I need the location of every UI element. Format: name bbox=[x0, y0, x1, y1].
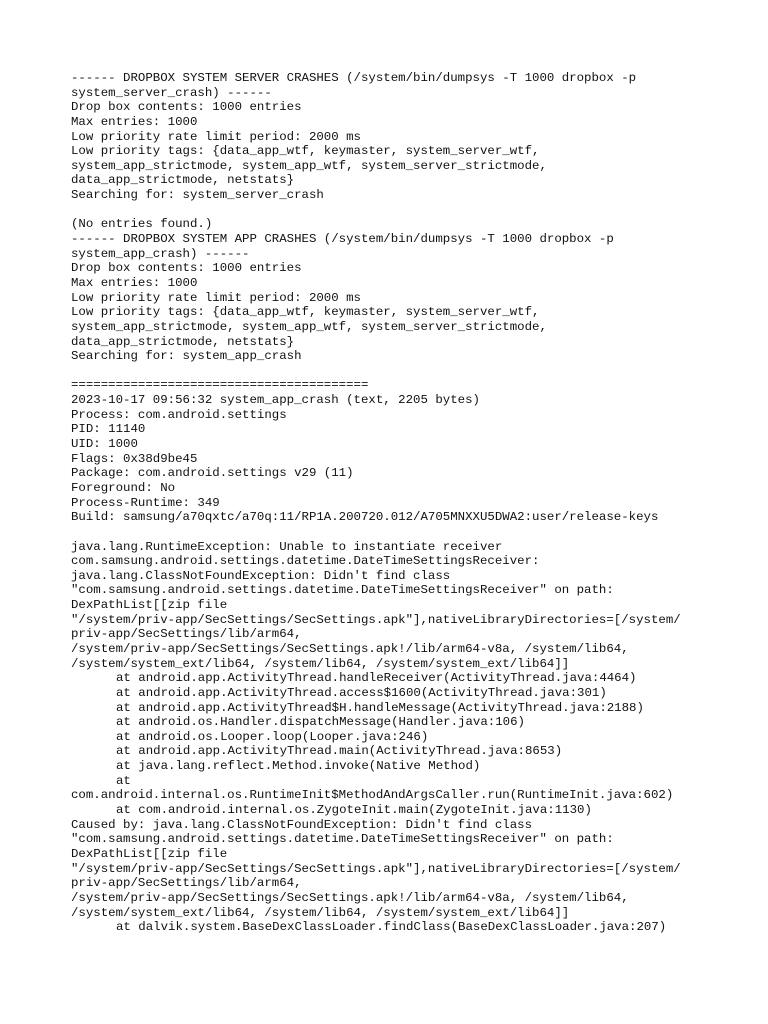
entry-process-runtime: Process-Runtime: 349 bbox=[71, 495, 220, 510]
exception-line: java.lang.ClassNotFoundException: Didn't find class bbox=[71, 568, 451, 583]
app-tags-line-1: Low priority tags: {data_app_wtf, keymaster, system_server_wtf, bbox=[71, 305, 540, 320]
caused-by-line: /system/system_ext/lib64, /system/lib64, /system/system_ext/lib64]] bbox=[71, 905, 570, 920]
server-searching: Searching for: system_server_crash bbox=[71, 188, 324, 203]
stack-frame: at android.os.Handler.dispatchMessage(Handler.java:106) bbox=[116, 715, 525, 730]
entry-package: Package: com.android.settings v29 (11) bbox=[71, 466, 354, 481]
entry-pid: PID: 11140 bbox=[71, 422, 146, 437]
exception-line: DexPathList[[zip file bbox=[71, 598, 228, 613]
entry-flags: Flags: 0x38d9be45 bbox=[71, 451, 198, 466]
server-crash-header-line-2: system_server_crash) ------ bbox=[71, 85, 272, 100]
server-dropbox-contents: Drop box contents: 1000 entries bbox=[71, 100, 302, 115]
app-max-entries: Max entries: 1000 bbox=[71, 275, 198, 290]
exception-line: /system/system_ext/lib64, /system/lib64, /system/system_ext/lib64]] bbox=[71, 656, 570, 671]
log-document bbox=[71, 71, 711, 935]
entry-process: Process: com.android.settings bbox=[71, 407, 287, 422]
stack-frame: at android.os.Looper.loop(Looper.java:246) bbox=[116, 729, 429, 744]
caused-by-line: Caused by: java.lang.ClassNotFoundException: Didn't find class bbox=[71, 817, 533, 832]
app-crash-header-line-2: system_app_crash) ------ bbox=[71, 246, 250, 261]
entry-uid: UID: 1000 bbox=[71, 437, 138, 452]
server-no-entries: (No entries found.) bbox=[71, 217, 213, 232]
caused-by-line: "com.samsung.android.settings.datetime.DateTimeSettingsReceiver" on path: bbox=[71, 832, 614, 847]
exception-line: com.samsung.android.settings.datetime.DateTimeSettingsReceiver: bbox=[71, 554, 540, 569]
stack-frame: at android.app.ActivityThread.access$1600(ActivityThread.java:301) bbox=[116, 685, 607, 700]
server-rate-limit: Low priority rate limit period: 2000 ms bbox=[71, 129, 361, 144]
entry-build: Build: samsung/a70qxtc/a70q:11/RP1A.200720.012/A705MNXXU5DWA2:user/release-keys bbox=[71, 510, 659, 525]
stack-frame: at com.android.internal.os.ZygoteInit.main(ZygoteInit.java:1130) bbox=[116, 803, 592, 818]
server-max-entries: Max entries: 1000 bbox=[71, 114, 198, 129]
exception-line: /system/priv-app/SecSettings/SecSettings.apk!/lib/arm64-v8a, /system/lib64, bbox=[71, 641, 629, 656]
stack-frame: at android.app.ActivityThread.handleReceiver(ActivityThread.java:4464) bbox=[116, 671, 637, 686]
entry-separator: ======================================== bbox=[71, 378, 369, 393]
server-tags-line-2: system_app_strictmode, system_app_wtf, system_server_strictmode, bbox=[71, 158, 547, 173]
exception-line: "/system/priv-app/SecSettings/SecSettings.apk"],nativeLibraryDirectories=[/system/ bbox=[71, 612, 681, 627]
app-searching: Searching for: system_app_crash bbox=[71, 349, 302, 364]
stack-frame: at java.lang.reflect.Method.invoke(Native Method) bbox=[116, 759, 481, 774]
blank-line bbox=[71, 525, 711, 540]
stack-frame: at android.app.ActivityThread$H.handleMessage(ActivityThread.java:2188) bbox=[116, 700, 644, 715]
app-tags-line-3: data_app_strictmode, netstats} bbox=[71, 334, 295, 349]
server-crash-header-line-1: ------ DROPBOX SYSTEM SERVER CRASHES (/system/bin/dumpsys -T 1000 dropbox -p bbox=[71, 71, 637, 85]
exception-line: priv-app/SecSettings/lib/arm64, bbox=[71, 627, 302, 642]
entry-timestamp: 2023-10-17 09:56:32 system_app_crash (text, 2205 bytes) bbox=[71, 393, 480, 408]
blank-line bbox=[71, 203, 711, 218]
server-tags-line-1: Low priority tags: {data_app_wtf, keymaster, system_server_wtf, bbox=[71, 144, 540, 159]
stack-frame: at dalvik.system.BaseDexClassLoader.findClass(BaseDexClassLoader.java:207) bbox=[116, 920, 667, 935]
app-dropbox-contents: Drop box contents: 1000 entries bbox=[71, 261, 302, 276]
blank-line bbox=[71, 364, 711, 379]
stack-frame: at bbox=[116, 773, 131, 788]
entry-foreground: Foreground: No bbox=[71, 480, 176, 495]
server-tags-line-3: data_app_strictmode, netstats} bbox=[71, 173, 295, 188]
caused-by-line: "/system/priv-app/SecSettings/SecSettings.apk"],nativeLibraryDirectories=[/system/ bbox=[71, 861, 681, 876]
app-tags-line-2: system_app_strictmode, system_app_wtf, system_server_strictmode, bbox=[71, 319, 547, 334]
exception-line: "com.samsung.android.settings.datetime.DateTimeSettingsReceiver" on path: bbox=[71, 583, 614, 598]
caused-by-line: /system/priv-app/SecSettings/SecSettings.apk!/lib/arm64-v8a, /system/lib64, bbox=[71, 890, 629, 905]
stack-frame: at android.app.ActivityThread.main(ActivityThread.java:8653) bbox=[116, 744, 563, 759]
caused-by-line: priv-app/SecSettings/lib/arm64, bbox=[71, 876, 302, 891]
exception-line: java.lang.RuntimeException: Unable to instantiate receiver bbox=[71, 539, 503, 554]
caused-by-line: DexPathList[[zip file bbox=[71, 846, 228, 861]
app-crash-header-line-1: ------ DROPBOX SYSTEM APP CRASHES (/system/bin/dumpsys -T 1000 dropbox -p bbox=[71, 232, 614, 247]
stack-frame-continuation: com.android.internal.os.RuntimeInit$MethodAndArgsCaller.run(RuntimeInit.java:602) bbox=[71, 788, 674, 803]
app-rate-limit: Low priority rate limit period: 2000 ms bbox=[71, 290, 361, 305]
